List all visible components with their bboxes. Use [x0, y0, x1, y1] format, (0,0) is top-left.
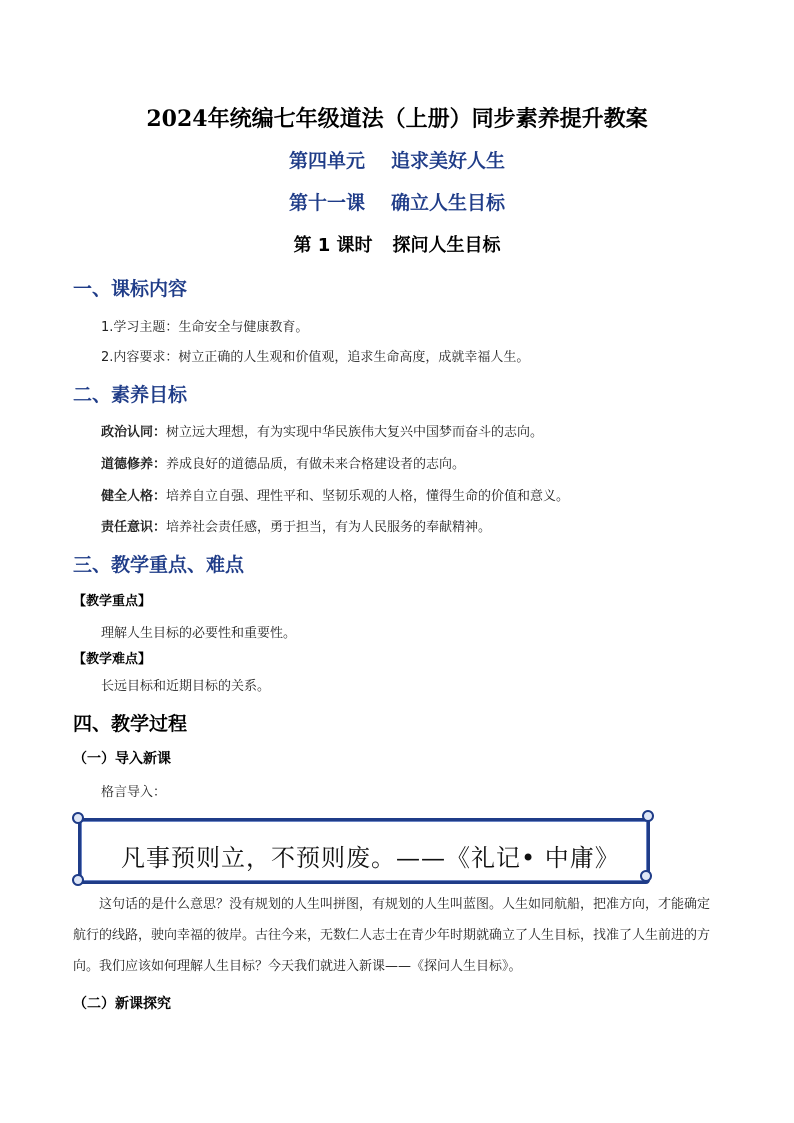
quote-box: [78, 818, 650, 884]
scroll-roll-top-right: [642, 810, 654, 822]
period-number: 第 1 课时: [293, 235, 373, 256]
document-title: 2024年统编七年级道法（上册）同步素养提升教案: [146, 106, 648, 132]
scroll-roll-bottom-right: [640, 870, 652, 882]
process-step-explore: （二）新课探究: [73, 996, 171, 1012]
focus-text: 理解人生目标的必要性和重要性。: [101, 626, 297, 641]
section-heading-process: 四、教学过程: [73, 713, 188, 735]
goal-lead: 政治认同：: [101, 425, 167, 440]
section-heading-standards: 一、课标内容: [73, 278, 188, 300]
quote-scroll-banner: [72, 810, 654, 888]
lesson-heading: [0, 188, 794, 215]
goal-item: [101, 485, 569, 504]
goal-lead: 健全人格：: [101, 489, 167, 504]
intro-paragraph: 这句话的是什么意思？没有规划的人生叫拼图，有规划的人生叫蓝图。人生如同航船，把准方向，才能确定航行的线路，驶向幸福的彼岸。古往今来，无数仁人志士在青少年时期就确立了人生目标，找准了人生前进的方向。我们应该如何理解人生目标？今天我们就进入新课——《探问人生目标》。: [73, 897, 711, 974]
period-name: 探问人生目标: [392, 235, 501, 256]
goal-lead: 道德修养：: [101, 457, 167, 472]
unit-name: 追求美好人生: [391, 150, 506, 172]
goal-text: 养成良好的道德品质，有做未来合格建设者的志向。: [166, 457, 466, 472]
intro-label: 格言导入：: [101, 785, 167, 800]
scroll-roll-bottom-left: [72, 874, 84, 886]
goal-item: [101, 421, 543, 440]
difficulty-text: 长远目标和近期目标的关系。: [101, 679, 271, 694]
goal-text: 培养自立自强、理性平和、坚韧乐观的人格，懂得生命的价值和意义。: [166, 489, 570, 504]
lesson-name: 确立人生目标: [391, 192, 506, 214]
unit-number: 第四单元: [288, 150, 365, 172]
difficulty-label: 【教学难点】: [73, 652, 152, 667]
goal-item: [101, 453, 465, 472]
goal-item: [101, 516, 491, 535]
goal-text: 培养社会责任感，勇于担当，有为人民服务的奉献精神。: [166, 520, 492, 535]
section-heading-keypoints: 三、教学重点、难点: [73, 554, 245, 576]
period-heading: [0, 231, 794, 257]
unit-heading: [0, 146, 794, 173]
lesson-number: 第十一课: [288, 192, 365, 214]
goal-text: 树立远大理想，有为实现中华民族伟大复兴中国梦而奋斗的志向。: [166, 425, 544, 440]
standard-item: 1.学习主题：生命安全与健康教育。: [101, 320, 309, 335]
focus-label: 【教学重点】: [73, 594, 152, 609]
standard-item: 2.内容要求：树立正确的人生观和价值观，追求生命高度，成就幸福人生。: [101, 350, 530, 365]
scroll-roll-top-left: [72, 812, 84, 824]
quote-text: 凡事预则立，不预则废。——《礼记• 中庸》: [121, 844, 620, 872]
goal-lead: 责任意识：: [101, 520, 167, 535]
section-heading-goals: 二、素养目标: [73, 384, 188, 406]
process-step-intro: （一）导入新课: [73, 751, 171, 767]
